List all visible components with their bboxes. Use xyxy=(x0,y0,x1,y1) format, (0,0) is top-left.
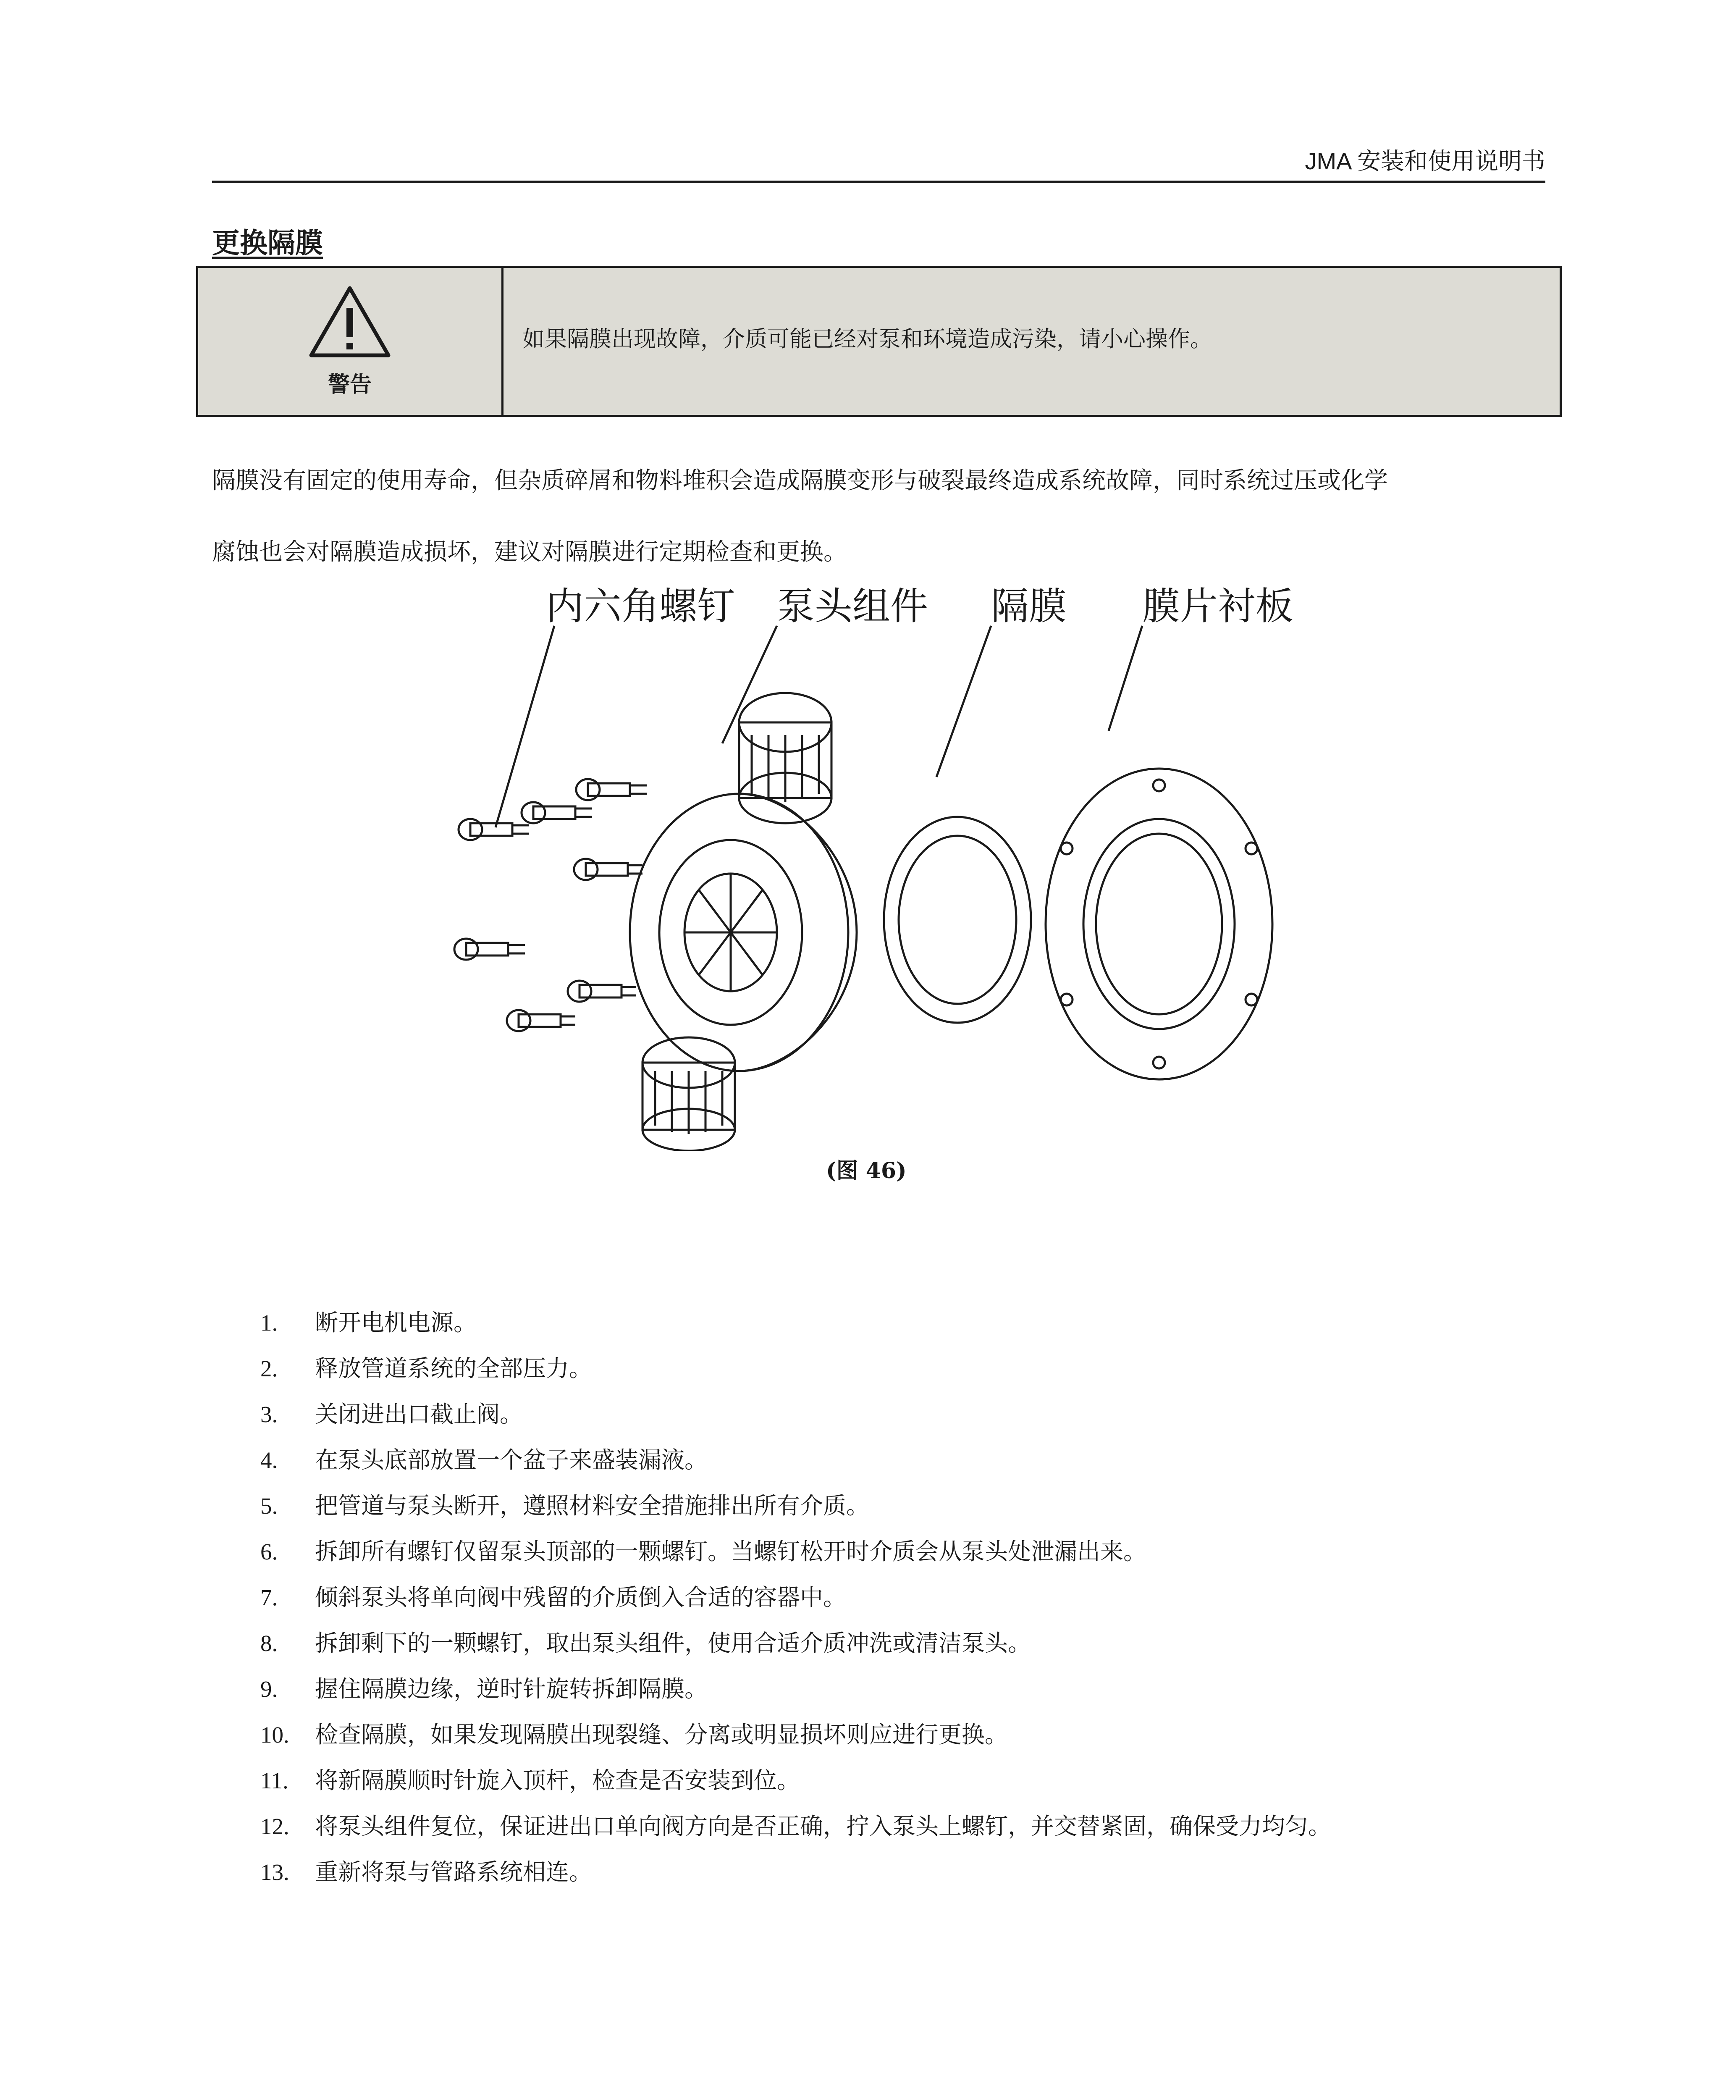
intro-line-1: 隔膜没有固定的使用寿命，但杂质碎屑和物料堆积会造成隔膜变形与破裂最终造成系统故障，同时系统过压或化学 xyxy=(212,467,1388,494)
label-backing-plate: 膜片衬板 xyxy=(1142,584,1293,628)
screw-3 xyxy=(576,779,647,800)
header-title: JMA 安装和使用说明书 xyxy=(1305,148,1545,174)
step-number: 10. xyxy=(260,1722,289,1748)
step-text: 释放管道系统的全部压力。 xyxy=(315,1355,593,1382)
leader-line-diaphragm xyxy=(936,626,991,777)
label-diaphragm: 隔膜 xyxy=(991,584,1067,628)
step-number: 11. xyxy=(260,1768,288,1793)
step-number: 7. xyxy=(260,1585,278,1610)
step-text: 握住隔膜边缘，逆时针旋转拆卸隔膜。 xyxy=(315,1675,708,1702)
label-hex-screw: 内六角螺钉 xyxy=(546,584,735,628)
step-item xyxy=(260,1346,1331,1391)
figure-caption: (图 46) xyxy=(826,1158,907,1184)
step-number: 4. xyxy=(260,1447,278,1473)
step-item xyxy=(260,1620,1331,1666)
step-item xyxy=(260,1437,1331,1483)
step-item xyxy=(260,1529,1331,1575)
step-text: 把管道与泵头断开，遵照材料安全措施排出所有介质。 xyxy=(315,1492,870,1519)
step-item xyxy=(260,1300,1331,1346)
screw-5 xyxy=(454,939,525,960)
step-text: 关闭进出口截止阀。 xyxy=(315,1401,523,1428)
step-text: 在泵头底部放置一个盆子来盛装漏液。 xyxy=(315,1446,708,1473)
diaphragm-part xyxy=(884,817,1031,1023)
step-number: 13. xyxy=(260,1859,289,1885)
step-number: 3. xyxy=(260,1402,278,1427)
section-title: 更换隔膜 xyxy=(212,227,323,259)
procedure-steps xyxy=(260,1300,1331,1895)
exploded-view-figure xyxy=(420,575,1344,1151)
warning-triangle-icon xyxy=(308,285,392,358)
screw-1 xyxy=(459,819,529,840)
intro-paragraph xyxy=(212,445,1560,588)
backing-plate-part xyxy=(1046,769,1272,1079)
warning-text: 如果隔膜出现故障，介质可能已经对泵和环境造成污染，请小心操作。 xyxy=(522,326,1212,352)
step-text: 断开电机电源。 xyxy=(315,1309,477,1336)
step-item xyxy=(260,1849,1331,1895)
step-number: 9. xyxy=(260,1676,278,1702)
step-item xyxy=(260,1575,1331,1620)
step-item xyxy=(260,1391,1331,1437)
intro-line-2: 腐蚀也会对隔膜造成损坏，建议对隔膜进行定期检查和更换。 xyxy=(212,538,847,566)
screw-2 xyxy=(522,802,592,823)
step-text: 拆卸所有螺钉仅留泵头顶部的一颗螺钉。当螺钉松开时介质会从泵头处泄漏出来。 xyxy=(315,1538,1147,1565)
warning-label-cell xyxy=(198,268,503,415)
step-number: 1. xyxy=(260,1310,278,1336)
step-number: 2. xyxy=(260,1356,278,1381)
step-number: 12. xyxy=(260,1814,289,1839)
screw-4 xyxy=(574,859,642,880)
leader-line-backing-plate xyxy=(1109,626,1142,731)
leader-line-screw xyxy=(496,626,554,827)
step-text: 倾斜泵头将单向阀中残留的介质倒入合适的容器中。 xyxy=(315,1584,847,1611)
step-number: 6. xyxy=(260,1539,278,1564)
step-text: 将新隔膜顺时针旋入顶杆，检查是否安装到位。 xyxy=(315,1767,800,1794)
screw-7 xyxy=(507,1010,575,1031)
warning-label: 警告 xyxy=(328,372,372,397)
step-text: 拆卸剩下的一颗螺钉，取出泵头组件，使用合适介质冲洗或清洁泵头。 xyxy=(315,1630,1031,1656)
step-text: 检查隔膜，如果发现隔膜出现裂缝、分离或明显损坏则应进行更换。 xyxy=(315,1721,1008,1748)
warning-box xyxy=(196,266,1562,417)
step-item xyxy=(260,1803,1331,1849)
step-item xyxy=(260,1758,1331,1803)
step-item xyxy=(260,1712,1331,1758)
step-item xyxy=(260,1483,1331,1529)
step-text: 重新将泵与管路系统相连。 xyxy=(315,1858,593,1885)
step-number: 8. xyxy=(260,1630,278,1656)
page-header xyxy=(212,141,1545,183)
pump-head-assembly xyxy=(630,693,857,1151)
step-item xyxy=(260,1666,1331,1712)
label-pump-head: 泵头组件 xyxy=(777,584,928,628)
screw-6 xyxy=(568,981,636,1002)
exploded-diagram xyxy=(420,575,1344,1151)
step-number: 5. xyxy=(260,1493,278,1519)
leader-line-pump-head xyxy=(722,626,777,743)
step-text: 将泵头组件复位，保证进出口单向阀方向是否正确，拧入泵头上螺钉，并交替紧固，确保受力均匀。 xyxy=(315,1813,1332,1840)
